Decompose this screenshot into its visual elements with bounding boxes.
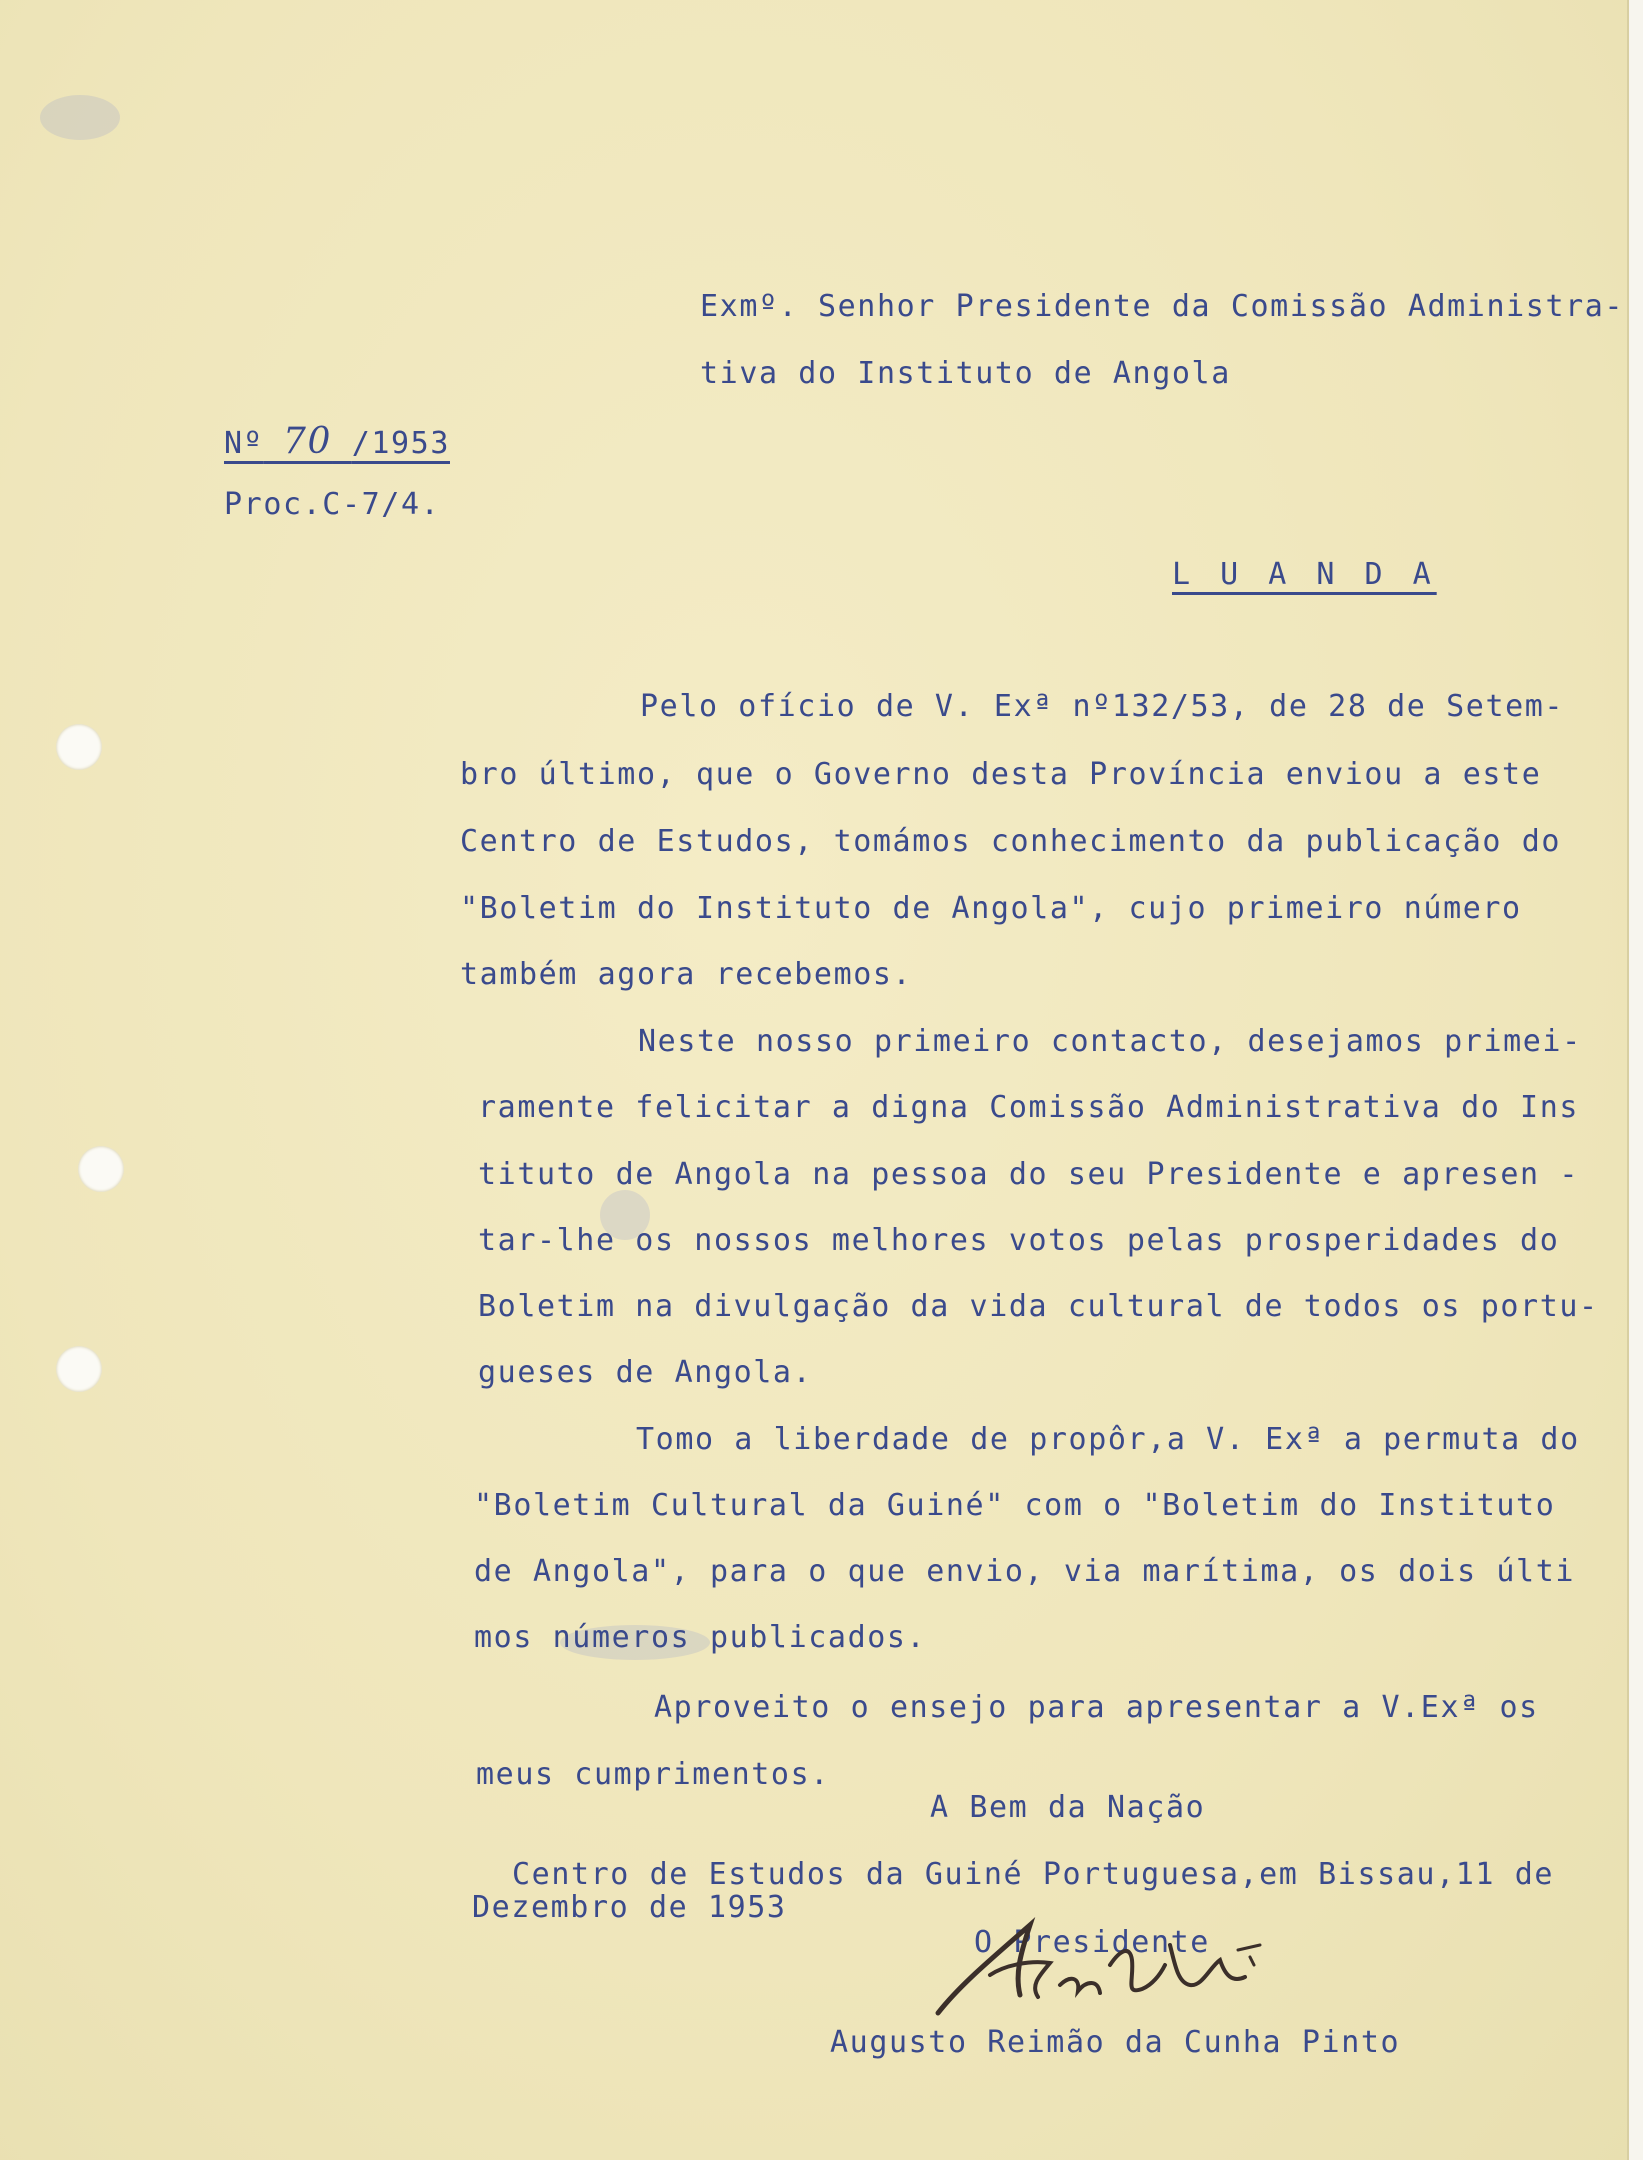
- reference-prefix: Nº: [224, 426, 264, 461]
- addressee-line-2: tiva do Instituto de Angola: [700, 356, 1231, 391]
- signatory-name: Augusto Reimão da Cunha Pinto: [830, 2025, 1401, 2060]
- body-line: "Boletim do Instituto de Angola", cujo primeiro número: [460, 891, 1522, 926]
- place-date-line-1: Centro de Estudos da Guiné Portuguesa,em Bissau,11 de: [512, 1857, 1555, 1892]
- closing-motto: A Bem da Nação: [930, 1790, 1206, 1825]
- body-line: Pelo ofício de V. Exª nº132/53, de 28 de Setem-: [640, 689, 1565, 724]
- body-line: ramente felicitar a digna Comissão Administrativa do Ins: [478, 1090, 1580, 1125]
- body-line: meus cumprimentos.: [476, 1757, 830, 1792]
- body-line: "Boletim Cultural da Guiné" com o "Boletim do Instituto: [474, 1488, 1556, 1523]
- body-line: também agora recebemos.: [460, 957, 913, 992]
- reference-handwritten-number: 70: [283, 421, 333, 462]
- body-line: bro último, que o Governo desta Província enviou a este: [460, 757, 1542, 792]
- signatory-title: O Presidente: [974, 1925, 1210, 1960]
- reference-number: [224, 421, 450, 462]
- body-line: Boletim na divulgação da vida cultural de todos os portu-: [478, 1289, 1599, 1324]
- body-line: Aproveito o ensejo para apresentar a V.Exª os: [654, 1690, 1539, 1725]
- punch-hole-top: [56, 724, 102, 770]
- body-line: tituto de Angola na pessoa do seu Presidente e apresen -: [478, 1157, 1580, 1192]
- place-date-line-2: Dezembro de 1953: [472, 1890, 787, 1925]
- punch-hole-middle: [78, 1146, 124, 1192]
- punch-hole-bottom: [56, 1346, 102, 1392]
- body-line: Tomo a liberdade de propôr,a V. Exª a permuta do: [636, 1422, 1580, 1457]
- page-edge: [1627, 0, 1643, 2160]
- process-reference: Proc.C-7/4.: [224, 487, 441, 522]
- body-line: mos números publicados.: [474, 1620, 927, 1655]
- addressee-line-1: Exmº. Senhor Presidente da Comissão Administra-: [700, 289, 1625, 324]
- body-line: Neste nosso primeiro contacto, desejamos primei-: [638, 1024, 1582, 1059]
- reference-year: /1953: [351, 426, 450, 461]
- destination-city: L U A N D A: [1172, 557, 1437, 592]
- body-line: gueses de Angola.: [478, 1355, 813, 1390]
- ink-smudge: [40, 95, 120, 140]
- body-line: de Angola", para o que envio, via marítima, os dois últi: [474, 1554, 1576, 1589]
- body-line: Centro de Estudos, tomámos conhecimento da publicação do: [460, 824, 1562, 859]
- handwritten-signature: [920, 1905, 1340, 2025]
- body-line: tar-lhe os nossos melhores votos pelas prosperidades do: [478, 1223, 1560, 1258]
